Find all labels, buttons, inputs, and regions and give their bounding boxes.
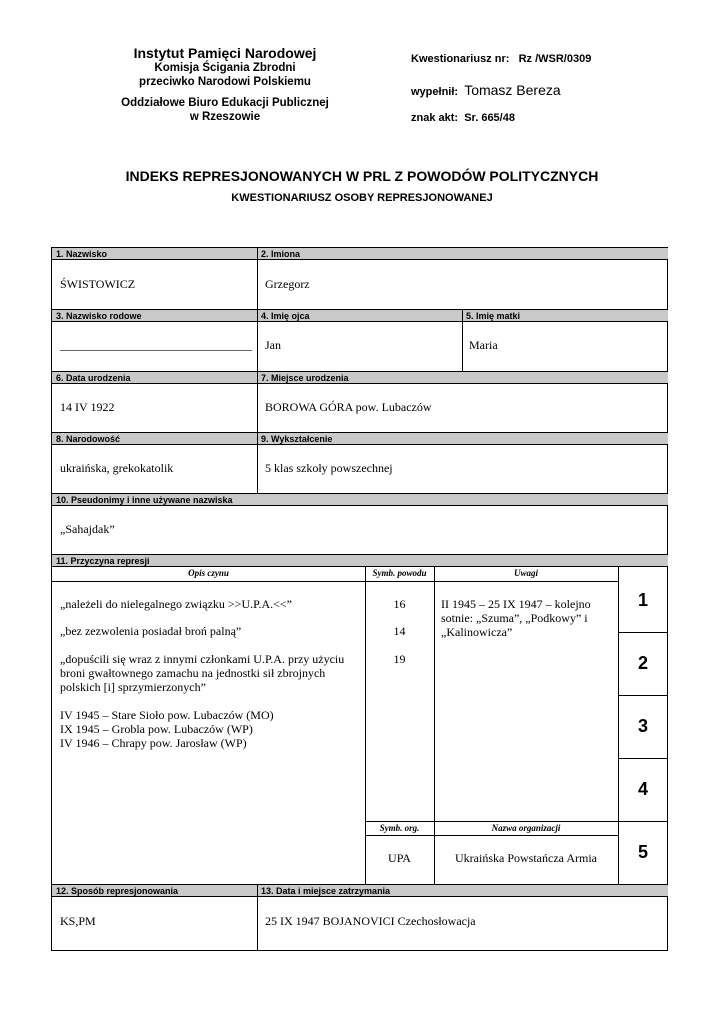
questionnaire-value: Rz /WSR/0309 [518, 53, 592, 65]
section-number-1: 1 [637, 590, 648, 610]
section-number-4: 4 [637, 779, 648, 799]
mother-name-label: 5. Imię matki [462, 309, 668, 322]
pseudonyms-label: 10. Pseudonimy i inne używane nazwiska [52, 493, 668, 506]
pseudonyms-value: „Sahajdak” [60, 522, 115, 536]
birth-date-label: 6. Data urodzenia [52, 371, 258, 384]
arrest-label: 13. Data i miejsce zatrzymania [257, 884, 668, 897]
file-label: znak akt: [411, 112, 459, 124]
col-description: Opis czynu [188, 568, 229, 578]
given-names-value: Grzegorz [265, 277, 310, 291]
filled-label: wypełnił: [411, 86, 459, 98]
surname-label: 1. Nazwisko [52, 247, 258, 260]
education-value: 5 klas szkoły powszechnej [265, 461, 393, 475]
page-subtitle: KWESTIONARIUSZ OSOBY REPRESJONOWANEJ [231, 192, 493, 204]
reasons-label: 11. Przyczyna represji [52, 554, 668, 567]
org-name-label: Nazwa organizacji [491, 823, 561, 833]
mother-name-value: Maria [469, 338, 498, 352]
reason-notes: II 1945 – 25 IX 1947 – kolejno sotnie: „Szuma”, „Podkowy” i „Kalinowicza” [441, 597, 591, 639]
filled-value: Tomasz Bereza [464, 82, 561, 98]
reason-symbol-2: 14 [393, 624, 406, 638]
filled-by [411, 82, 561, 98]
repression-method-value: KS,PM [60, 914, 96, 928]
page-title: INDEKS REPRESJONOWANYCH W PRL Z POWODÓW POLITYCZNYCH [125, 168, 599, 184]
birth-place-value: BOROWA GÓRA pow. Lubaczów [265, 400, 432, 414]
surname-value: ŚWISTOWICZ [60, 277, 136, 291]
questionnaire-number [411, 53, 591, 65]
family-name-label: 3. Nazwisko rodowe [52, 309, 258, 322]
section-number-5: 5 [637, 842, 648, 862]
reason-symbol-3: 19 [393, 652, 406, 666]
institute-name: Instytut Pamięci Narodowej [133, 45, 317, 61]
questionnaire-label: Kwestionariusz nr: [411, 53, 510, 65]
commission-line-1: Komisja Ścigania Zbrodni [154, 62, 296, 74]
incident-place-2: IX 1945 – Grobla pow. Lubaczów (WP) [60, 722, 253, 736]
org-symbol-value: UPA [388, 851, 411, 865]
arrest-value: 25 IX 1947 BOJANOVICI Czechosłowacja [265, 914, 476, 928]
incident-place-3: IV 1946 – Chrapy pow. Jarosław (WP) [60, 736, 247, 750]
incident-place-1: IV 1945 – Stare Sioło pow. Lubaczów (MO) [60, 708, 274, 722]
org-symbol-label: Symb. org. [379, 823, 420, 833]
reason-symbol-1: 16 [393, 597, 406, 611]
birth-place-label: 7. Miejsce urodzenia [257, 371, 668, 384]
repression-method-label: 12. Sposób represjonowania [52, 884, 258, 897]
col-notes: Uwagi [513, 568, 538, 578]
family-name-value: ________________________________ [60, 338, 252, 352]
nationality-value: ukraińska, grekokatolik [60, 461, 174, 475]
reason-description-3: „dopuścili się wraz z innymi członkami U.P.A. przy użyciu broni gwałtownego zamachu na jednostki sił zbrojnych polskich [i] sprzymierzonych” [60, 652, 345, 694]
reason-description-2: „bez zezwolenia posiadał broń palną” [60, 624, 242, 638]
father-name-label: 4. Imię ojca [257, 309, 463, 322]
office-line-2: w Rzeszowie [189, 111, 261, 123]
section-number-2: 2 [637, 653, 648, 673]
nationality-label: 8. Narodowość [52, 432, 258, 445]
file-reference [411, 112, 515, 124]
commission-line-2: przeciwko Narodowi Polskiemu [139, 76, 311, 88]
questionnaire-form [51, 247, 668, 951]
education-label: 9. Wykształcenie [257, 432, 668, 445]
section-number-3: 3 [637, 716, 648, 736]
father-name-value: Jan [265, 338, 281, 352]
reason-description-1: „należeli do nielegalnego związku >>U.P.A.<<” [60, 597, 292, 611]
birth-date-value: 14 IV 1922 [60, 400, 115, 414]
file-value: Sr. 665/48 [464, 112, 515, 124]
given-names-label: 2. Imiona [257, 247, 668, 260]
office-line-1: Oddziałowe Biuro Edukacji Publicznej [121, 97, 329, 109]
col-symbol: Symb. powodu [372, 568, 427, 578]
org-name-value: Ukraińska Powstańcza Armia [455, 851, 597, 865]
